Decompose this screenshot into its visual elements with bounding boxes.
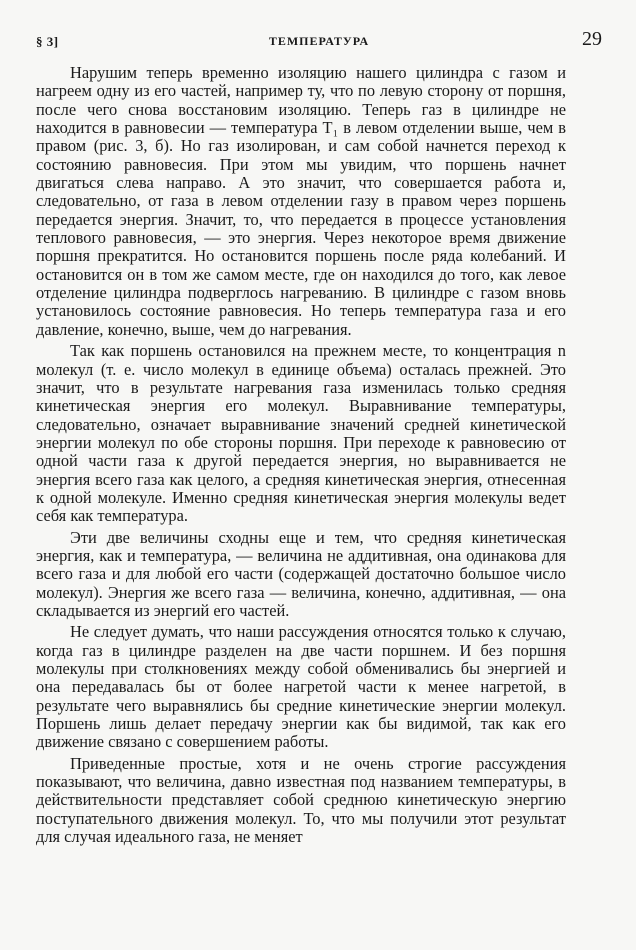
chapter-title: ТЕМПЕРАТУРА xyxy=(268,34,370,48)
paragraph-4: Не следует думать, что наши рассуждения относятся только к случаю, когда газ в цилиндре разделен на две части поршнем. И без поршня молекулы при столкновениях между собой обменивались бы энергией и она передавалась бы от более нагретой части к менее нагретой, в результате чего выравнялись бы средние кинетические энергии молекул. Поршень лишь делает передачу энергии как бы видимой, так как его движение связано с совершением работы. xyxy=(36,622,566,752)
paragraph-2: Так как поршень остановился на прежнем месте, то концентрация n молекул (т. е. число молекул в единице объема) осталась прежней. Это значит, что в результате нагревания газа изменилась только средняя кинетическая энергия его молекул. Выравнивание температуры, следовательно, означает выравнивание значений средней кинетической энергии молекул по обе стороны поршня. При переходе к равновесию от одной части газа к другой передается энергия, но выравнивается не энергия всего газа как целого, а средняя кинетическая энергия, отнесенная к одной молекуле. Именно средняя кинетическая энергия молекулы ведет себя как температура. xyxy=(36,341,566,526)
paragraph-1: Нарушим теперь временно изоляцию нашего цилиндра с газом и нагреем одну из его частей, например ту, что по левую сторону от поршня, после чего снова восстановим изоляцию. Теперь газ в цилиндре не находится в равновесии — температура T₁ в левом отделении выше, чем в правом (рис. 3, б). Но газ изолирован, и сам собой начнется переход к состоянию равновесия. При этом мы увидим, что поршень начнет двигаться слева направо. А это значит, что совершается работа и, следовательно, от газа в левом отделении газу в правом через поршень передается энергия. Значит, то, что передается в процессе установления теплового равновесия, — это энергия. Через некоторое время движение поршня прекратится. Но остановится поршень после ряда колебаний. И остановится он в том же самом месте, где он находился до того, как левое отделение цилиндра подверглось нагреванию. В цилиндре с газом вновь установилось состояние равновесия. Но теперь температура газа и его давление, конечно, выше, чем до нагревания. xyxy=(36,63,566,339)
section-number: § 3] xyxy=(36,34,59,49)
running-header xyxy=(36,30,602,54)
page-number: 29 xyxy=(582,28,602,50)
paragraph-3: Эти две величины сходны еще и тем, что средняя кинетическая энергия, как и температура, — величина не аддитивная, она одинакова для всего газа и для любой его части (содержащей достаточно большое число молекул). Энергия же всего газа — величина, конечно, аддитивная, — она складывается из энергий его частей. xyxy=(36,527,566,620)
body-text xyxy=(36,64,566,846)
paragraph-5: Приведенные простые, хотя и не очень строгие рассуждения показывают, что величина, давно известная под названием температуры, в действительности представляет собой среднюю кинетическую энергию поступательного движения молекул. То, что мы получили этот результат для случая идеального газа, не меняет xyxy=(36,753,566,847)
